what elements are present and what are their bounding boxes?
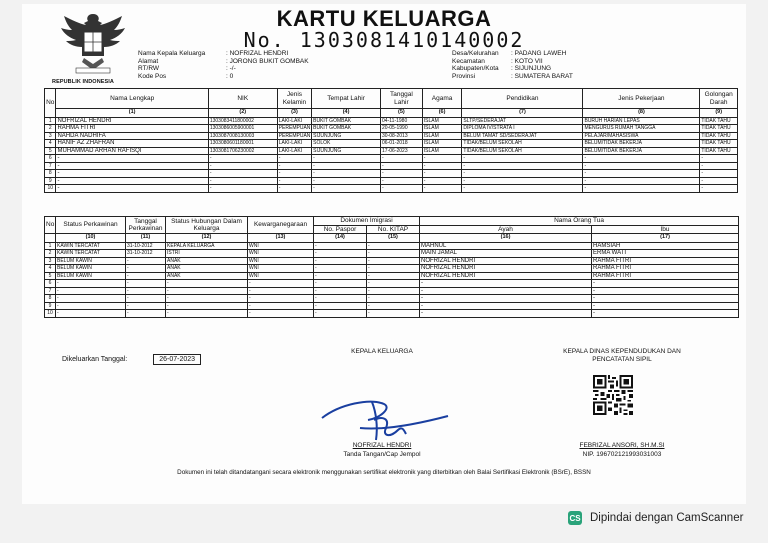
- head-of-family-title: KEPALA KELUARGA: [351, 348, 413, 355]
- cell-pendidikan: TIDAK/BELUM SEKOLAH: [462, 140, 583, 148]
- cell-ibu: HAMSIAH: [592, 242, 739, 250]
- cell-jk: PEREMPUAN: [278, 125, 311, 131]
- cell-nik: 1303086005900001: [208, 125, 277, 133]
- cell-no: 9: [45, 177, 56, 185]
- cell-nama: RAHMA FITRI: [56, 125, 208, 133]
- cell-darah: TIDAK TAHU: [700, 117, 738, 125]
- cell-status: -: [56, 302, 126, 310]
- col-header: Tempat Lahir: [312, 89, 381, 109]
- cell-kitap: -: [367, 310, 420, 318]
- cell-pendidikan: -: [462, 185, 583, 193]
- cell-nik: -: [208, 170, 277, 178]
- electronic-signature-footer: Dokumen ini telah ditandatangani secara elektronik menggunakan sertifikat elektronik yang diterbitkan oleh Balai Sertifikasi Elektronik (BSrE), BSSN: [177, 469, 591, 476]
- cell-tgl: -: [126, 265, 166, 273]
- official-nip: NIP. 196702121993031003: [582, 451, 662, 458]
- cell-tgl: -: [381, 170, 423, 178]
- cell-pendidikan: -: [462, 177, 583, 185]
- cell-kitap: -: [367, 250, 420, 258]
- cell-hub: ISTRI: [166, 250, 248, 258]
- cell-jk: -: [277, 177, 311, 185]
- cell-ibu: -: [592, 280, 739, 288]
- cell-hub: -: [166, 302, 248, 310]
- cell-wn: WNI: [248, 265, 314, 273]
- cell-paspor: -: [314, 295, 367, 303]
- col-index: (4): [312, 109, 381, 118]
- table-row: [45, 147, 738, 155]
- col-header: Tanggal Lahir: [381, 89, 423, 109]
- col-index: (17): [592, 234, 739, 243]
- cell-agama: -: [422, 155, 462, 163]
- cell-pekerjaan: -: [583, 177, 700, 185]
- cell-paspor: -: [314, 265, 367, 273]
- cell-agama: ISLAM: [422, 147, 462, 155]
- cell-darah: TIDAK TAHU: [700, 147, 738, 155]
- cell-tempat: SOLOK: [312, 140, 381, 148]
- cell-tgl: 30-08-2013: [381, 132, 423, 140]
- table-row: [45, 125, 738, 133]
- table-row: [45, 265, 739, 273]
- cell-tempat: -: [312, 185, 381, 193]
- issued-label: Dikeluarkan Tanggal:: [62, 356, 128, 363]
- cell-pendidikan: TIDAK/BELUM SEKOLAH: [462, 147, 583, 155]
- cell-kitap: -: [367, 280, 420, 288]
- col-header: Dokumen Imigrasi: [314, 217, 420, 226]
- cell-hub: -: [166, 295, 248, 303]
- cell-ayah: -: [420, 302, 592, 310]
- col-header: No: [45, 89, 56, 118]
- issued-date: [62, 354, 201, 365]
- cell-kitap: -: [367, 242, 420, 250]
- camscanner-watermark: [568, 511, 743, 525]
- cell-wn: -: [248, 280, 314, 288]
- cell-agama: ISLAM: [422, 125, 462, 133]
- cell-ibu: RAHMA FITRI: [592, 257, 739, 265]
- cell-tgl: 20-05-1990: [381, 125, 423, 133]
- cell-hub: ANAK: [166, 272, 248, 280]
- head-of-family-name: NOFRIZAL HENDRI: [352, 442, 412, 449]
- table-row: [45, 140, 738, 148]
- cell-ayah: -: [420, 280, 592, 288]
- issued-date-value: 26-07-2023: [153, 354, 201, 365]
- table-row: [45, 242, 739, 250]
- cell-darah: -: [700, 162, 738, 170]
- table-row: [45, 177, 738, 185]
- cell-nama: -: [56, 170, 208, 178]
- col-index: (13): [248, 234, 314, 243]
- cell-hub: KEPALA KELUARGA: [166, 242, 248, 250]
- cell-no: 8: [45, 295, 56, 303]
- cell-no: 9: [45, 302, 56, 310]
- cell-hub: -: [166, 280, 248, 288]
- cell-darah: -: [700, 170, 738, 178]
- cell-nama: -: [56, 155, 208, 163]
- cell-wn: WNI: [248, 250, 314, 258]
- cell-ibu: -: [592, 295, 739, 303]
- col-header: Tanggal Perkawinan: [126, 217, 166, 234]
- col-header: Pendidikan: [462, 89, 583, 109]
- document-title: KARTU KELUARGA: [276, 6, 492, 31]
- cell-wn: -: [248, 310, 314, 318]
- cell-status: BELUM KAWIN: [56, 257, 126, 265]
- cell-nik: -: [208, 155, 277, 163]
- col-header: Jenis Pekerjaan: [583, 89, 700, 109]
- cell-no: 7: [45, 162, 56, 170]
- cell-agama: ISLAM: [422, 132, 462, 140]
- table-row: [45, 295, 739, 303]
- table-row: [45, 155, 738, 163]
- qr-code-icon: [593, 375, 633, 415]
- cell-darah: -: [700, 177, 738, 185]
- cell-tgl: -: [126, 295, 166, 303]
- table-row: [45, 170, 738, 178]
- cell-tgl: 04-11-1980: [381, 117, 423, 125]
- cell-tgl: -: [126, 287, 166, 295]
- cell-kitap: -: [367, 272, 420, 280]
- cell-tgl: 06-01-2018: [381, 140, 423, 148]
- cell-nik: -: [208, 177, 277, 185]
- cell-darah: TIDAK TAHU: [700, 140, 738, 148]
- cell-pekerjaan: BELUM/TIDAK BEKERJA: [583, 147, 700, 155]
- table-row: [45, 185, 738, 193]
- cell-tgl: -: [126, 310, 166, 318]
- col-index: (11): [126, 234, 166, 243]
- cell-no: 8: [45, 170, 56, 178]
- cell-tempat: BUKIT GOMBAK: [312, 125, 381, 133]
- cell-wn: WNI: [248, 242, 314, 250]
- cell-tgl: -: [126, 280, 166, 288]
- cell-jk: -: [277, 170, 311, 178]
- cell-no: 4: [45, 140, 56, 148]
- cell-nik: 1303083411800002: [208, 117, 277, 125]
- col-index: (14): [314, 234, 367, 243]
- cell-kitap: -: [367, 265, 420, 273]
- cell-jk: -: [277, 162, 311, 170]
- col-header: Nama Lengkap: [56, 89, 208, 109]
- col-header: NIK: [208, 89, 277, 109]
- cell-status: -: [56, 287, 126, 295]
- cell-status: -: [56, 280, 126, 288]
- cell-pekerjaan: -: [583, 162, 700, 170]
- cell-pekerjaan: BELUM/TIDAK BEKERJA: [583, 140, 700, 148]
- col-index: (7): [462, 109, 583, 118]
- header-right-info: Desa/Kelurahan : PADANG LAWEH Kecamatan : KOTO VII Kabupaten/Kota : SIJUNJUNG Provinsi : SUMATERA BARAT: [452, 50, 573, 80]
- camscanner-logo-icon: CS: [568, 511, 582, 525]
- family-card-document: [22, 4, 746, 504]
- cell-agama: -: [422, 185, 462, 193]
- cell-status: BELUM KAWIN: [56, 272, 126, 280]
- table-row: [45, 117, 738, 125]
- cell-tgl: 31-10-2012: [126, 242, 166, 250]
- cell-tempat: -: [312, 162, 381, 170]
- cell-ibu: RAHMA FITRI: [592, 272, 739, 280]
- cell-ayah: -: [420, 310, 592, 318]
- cell-ibu: -: [592, 310, 739, 318]
- cell-nik: -: [208, 185, 277, 193]
- cell-nama: NOFRIZAL HENDRI: [56, 117, 208, 125]
- cell-no: 5: [45, 272, 56, 280]
- table-row: [45, 302, 739, 310]
- family-members-table: [44, 88, 738, 193]
- cell-pekerjaan: PELAJAR/MAHASISWA: [583, 132, 700, 140]
- cell-tgl: -: [126, 302, 166, 310]
- cell-paspor: -: [314, 257, 367, 265]
- table-row: [45, 257, 739, 265]
- cell-no: 2: [45, 125, 56, 133]
- cell-ayah: MAHNUL: [420, 242, 592, 250]
- cell-nama: -: [56, 177, 208, 185]
- handwritten-signature-icon: [320, 390, 450, 450]
- cell-jk: LAKI-LAKI: [277, 140, 311, 148]
- cell-tgl: -: [381, 155, 423, 163]
- cell-no: 6: [45, 280, 56, 288]
- col-index: (16): [420, 234, 592, 243]
- cell-status: KAWIN TERCATAT: [56, 250, 126, 258]
- cell-wn: WNI: [248, 257, 314, 265]
- cell-nama: MUHAMMAD ARHAN RAFISQI: [56, 147, 208, 155]
- col-header: Status Perkawinan: [56, 217, 126, 234]
- cell-agama: -: [422, 170, 462, 178]
- cell-agama: -: [422, 162, 462, 170]
- col-index: (12): [166, 234, 248, 243]
- table-row: [45, 287, 739, 295]
- cell-darah: TIDAK TAHU: [700, 125, 738, 133]
- cell-no: 2: [45, 250, 56, 258]
- col-index: (2): [208, 109, 277, 118]
- cell-tempat: SIJUNJUNG: [312, 147, 381, 155]
- cell-paspor: -: [314, 310, 367, 318]
- cell-pendidikan: BELUM TAMAT SD/SEDERAJAT: [462, 132, 583, 140]
- table-row: [45, 162, 738, 170]
- col-header: Kewarganegaraan: [248, 217, 314, 234]
- cell-kitap: -: [367, 287, 420, 295]
- cell-ayah: NOFRIZAL HENDRI: [420, 265, 592, 273]
- cell-no: 5: [45, 147, 56, 155]
- col-index: (9): [700, 109, 738, 118]
- cell-nama: -: [56, 162, 208, 170]
- cell-no: 1: [45, 117, 56, 125]
- cell-pekerjaan: -: [583, 170, 700, 178]
- cell-paspor: -: [314, 250, 367, 258]
- cell-no: 1: [45, 242, 56, 250]
- cell-ibu: RAHMA FITRI: [592, 265, 739, 273]
- cell-hub: -: [166, 287, 248, 295]
- cell-no: 6: [45, 155, 56, 163]
- cell-pendidikan: -: [462, 155, 583, 163]
- cell-kitap: -: [367, 295, 420, 303]
- col-header: No. Paspor: [314, 225, 367, 234]
- cell-agama: -: [422, 177, 462, 185]
- col-header: No: [45, 217, 56, 234]
- cell-no: 3: [45, 132, 56, 140]
- cell-hub: ANAK: [166, 257, 248, 265]
- cell-pekerjaan: MENGURUS RUMAH TANGGA: [583, 125, 700, 133]
- cell-jk: -: [277, 155, 311, 163]
- cell-tgl: -: [381, 185, 423, 193]
- cell-nama: -: [56, 185, 208, 193]
- col-header: Jenis Kelamin: [277, 89, 311, 109]
- table-row: [45, 132, 738, 140]
- col-index: (15): [367, 234, 420, 243]
- cell-tgl: 31-10-2012: [126, 250, 166, 258]
- cell-ibu: -: [592, 287, 739, 295]
- cell-status: -: [56, 295, 126, 303]
- col-index: (5): [381, 109, 423, 118]
- cell-pendidikan: SLTP/SEDERAJAT: [462, 117, 583, 125]
- header-left-info: Nama Kepala Keluarga : NOFRIZAL HENDRI Alamat : JORONG BUKIT GOMBAK RT/RW : -/- Kode Pos : 0: [138, 50, 309, 80]
- camscanner-text: Dipindai dengan CamScanner: [590, 512, 744, 524]
- cell-tempat: -: [312, 155, 381, 163]
- table-row: [45, 250, 739, 258]
- cell-hub: ANAK: [166, 265, 248, 273]
- cell-no: 4: [45, 265, 56, 273]
- cell-ayah: -: [420, 287, 592, 295]
- cell-wn: -: [248, 302, 314, 310]
- cell-pekerjaan: -: [583, 155, 700, 163]
- cell-paspor: -: [314, 280, 367, 288]
- signature-caption: Tanda Tangan/Cap Jempol: [343, 451, 421, 458]
- col-header: Nama Orang Tua: [420, 217, 739, 226]
- cell-tgl: 17-06-2023: [381, 147, 423, 155]
- cell-paspor: -: [314, 302, 367, 310]
- cell-pendidikan: -: [462, 162, 583, 170]
- cell-jk: LAKI-LAKI: [277, 117, 311, 125]
- cell-tgl: -: [126, 272, 166, 280]
- col-index: (1): [56, 109, 208, 118]
- cell-agama: ISLAM: [422, 140, 462, 148]
- cell-ayah: -: [420, 295, 592, 303]
- cell-status: -: [56, 310, 126, 318]
- cell-tgl: -: [381, 177, 423, 185]
- cell-wn: WNI: [248, 272, 314, 280]
- col-header: Ayah: [420, 225, 592, 234]
- col-header: No. KITAP: [367, 225, 420, 234]
- cell-jk: PEREMPUAN: [278, 132, 311, 139]
- cell-ayah: NOFRIZAL HENDRI: [420, 272, 592, 280]
- cell-nik: 1303087008130003: [208, 132, 277, 140]
- cell-darah: -: [700, 155, 738, 163]
- col-index: (3): [277, 109, 311, 118]
- table-row: [45, 280, 739, 288]
- cell-tempat: -: [312, 177, 381, 185]
- cell-no: 7: [45, 287, 56, 295]
- table-row: [45, 310, 739, 318]
- official-name: FEBRIZAL ANSORI, SH.M.SI: [579, 442, 665, 449]
- cell-nama: HANIF AZ ZHAFRAN: [56, 140, 208, 148]
- col-header: Status Hubungan Dalam Keluarga: [166, 217, 248, 234]
- cell-tempat: BUKIT GOMBAK: [312, 117, 381, 125]
- cell-ibu: ERMA WATI: [592, 250, 739, 258]
- cell-nik: 1303080601180001: [208, 140, 277, 148]
- cell-wn: -: [248, 295, 314, 303]
- cell-jk: LAKI-LAKI: [277, 147, 311, 155]
- col-header: Agama: [422, 89, 462, 109]
- cell-hub: -: [166, 310, 248, 318]
- col-index: (10): [56, 234, 126, 243]
- col-header: Golongan Darah: [700, 89, 738, 109]
- cell-pekerjaan: -: [583, 185, 700, 193]
- col-index: (8): [583, 109, 700, 118]
- table-row: [45, 272, 739, 280]
- family-status-table: [44, 216, 739, 318]
- cell-pendidikan: DIPLOMA IV/STRATA I: [462, 125, 583, 133]
- col-header: Ibu: [592, 225, 739, 234]
- cell-jk: -: [277, 185, 311, 193]
- cell-darah: TIDAK TAHU: [700, 132, 738, 140]
- cell-paspor: -: [314, 287, 367, 295]
- cell-nik: 1303081706230002: [208, 147, 277, 155]
- cell-no: 10: [45, 310, 56, 318]
- official-title: KEPALA DINAS KEPENDUDUKAN DAN PENCATATAN SIPIL: [563, 348, 681, 363]
- document-number: No. 1303081410140002: [243, 28, 525, 52]
- cell-pendidikan: -: [462, 170, 583, 178]
- cell-kitap: -: [367, 257, 420, 265]
- cell-tgl: -: [381, 162, 423, 170]
- cell-status: BELUM KAWIN: [56, 265, 126, 273]
- cell-nik: -: [208, 162, 277, 170]
- cell-agama: ISLAM: [422, 117, 462, 125]
- cell-paspor: -: [314, 242, 367, 250]
- cell-status: KAWIN TERCATAT: [56, 242, 126, 250]
- cell-ayah: MAIN JAMAL: [420, 250, 592, 258]
- republic-label: REPUBLIK INDONESIA: [52, 79, 114, 85]
- cell-tempat: -: [312, 170, 381, 178]
- cell-tempat: SIJUNJUNG: [312, 132, 381, 140]
- cell-pekerjaan: BURUH HARIAN LEPAS: [583, 117, 700, 125]
- cell-no: 3: [45, 257, 56, 265]
- cell-ibu: -: [592, 302, 739, 310]
- cell-no: 10: [45, 185, 56, 193]
- cell-tgl: -: [126, 257, 166, 265]
- cell-kitap: -: [367, 302, 420, 310]
- cell-darah: -: [700, 185, 738, 193]
- cell-wn: -: [248, 287, 314, 295]
- col-index: (6): [422, 109, 462, 118]
- cell-ayah: NOFRIZAL HENDRI: [420, 257, 592, 265]
- cell-paspor: -: [314, 272, 367, 280]
- cell-nama: NAHDA NADHIFA: [56, 132, 208, 140]
